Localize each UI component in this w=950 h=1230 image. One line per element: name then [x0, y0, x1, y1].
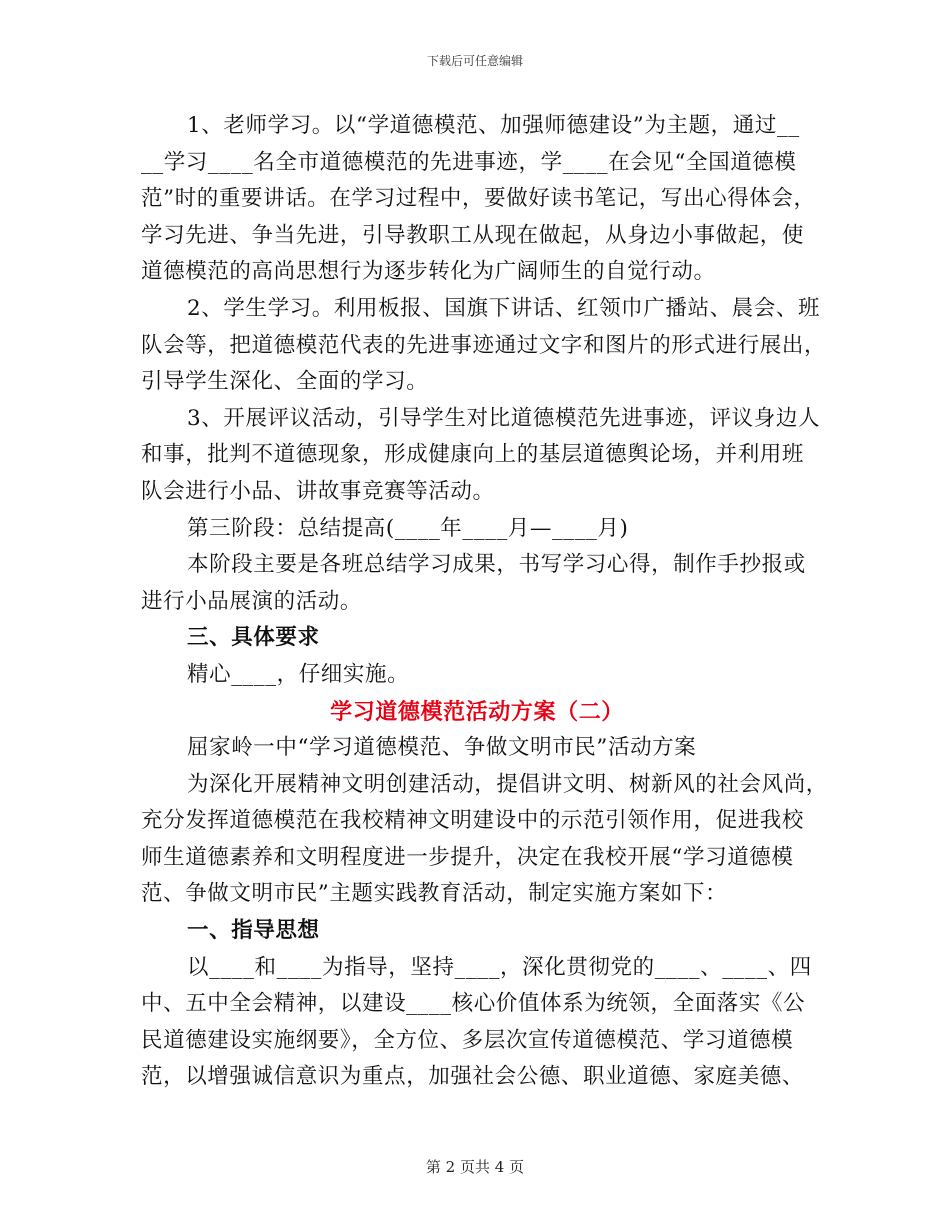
paragraph-line: 范，以增强诚信意识为重点，加强社会公德、职业道德、家庭美德、 [141, 1064, 805, 1090]
section-heading: 三、具体要求 [187, 625, 320, 651]
paragraph-line: 3、开展评议活动，引导学生对比道德模范先进事迹，评议身边人 [187, 405, 821, 431]
paragraph-line: 民道德建设实施纲要》，全方位、多层次宣传道德模范、学习道德模 [141, 1027, 794, 1053]
document-body [141, 108, 828, 1096]
paragraph-line: 2、学生学习。利用板报、国旗下讲话、红领巾广播站、晨会、班 [187, 295, 821, 321]
document-title: 学习道德模范活动方案（二） [330, 698, 624, 725]
paragraph-line: 引导学生深化、全面的学习。 [141, 369, 429, 395]
paragraph-line: 学习先进、争当先进，引导教职工从现在做起，从身边小事做起，使 [141, 222, 805, 248]
paragraph-line: 充分发挥道德模范在我校精神文明建设中的示范引领作用，促进我校 [141, 808, 805, 834]
paragraph-line: 范”时的重要讲话。在学习过程中，要做好读书笔记，写出心得体会， [141, 186, 816, 212]
paragraph-line: 以____和____为指导，坚持____，深化贯彻党的____、____、四 [187, 954, 812, 980]
paragraph-line: 1、老师学习。以“学道德模范、加强师德建设”为主题，通过__ [187, 113, 800, 138]
paragraph-line: 队会等，把道德模范代表的先进事迹通过文字和图片的形式进行展出， [141, 332, 827, 358]
paragraph-line: 进行小品展演的活动。 [141, 588, 363, 614]
paragraph-line: 精心____，仔细实施。 [187, 661, 410, 687]
paragraph-line: 和事，批判不道德现象，形成健康向上的基层道德舆论场，并利用班 [141, 442, 805, 468]
page-header: 下载后可任意编辑 [426, 54, 523, 68]
paragraph-line: 本阶段主要是各班总结学习成果，书写学习心得，制作手抄报或 [187, 552, 806, 578]
paragraph-line: 屈家岭一中“学习道德模范、争做文明市民”活动方案 [187, 735, 697, 761]
paragraph-line: 师生道德素养和文明程度进一步提升，决定在我校开展“学习道德模 [141, 844, 794, 870]
paragraph-line: __学习____名全市道德模范的先进事迹，学____在会见“全国道德模 [141, 149, 797, 175]
paragraph-line: 道德模范的高尚思想行为逐步转化为广阔师生的自觉行动。 [141, 259, 716, 285]
paragraph-line: 第三阶段：总结提高(____年____月—____月) [187, 515, 629, 541]
paragraph-line: 中、五中全会精神，以建设____核心价值体系为统领，全面落实《公 [141, 991, 806, 1017]
page-footer: 第 2 页共 4 页 [425, 1158, 525, 1176]
paragraph-line: 范、争做文明市民”主题实践教育活动，制定实施方案如下： [141, 881, 728, 907]
paragraph-line: 队会进行小品、讲故事竞赛等活动。 [141, 478, 495, 504]
paragraph-line: 为深化开展精神文明创建活动，提倡讲文明、树新风的社会风尚， [187, 771, 828, 797]
section-heading: 一、指导思想 [187, 918, 320, 944]
